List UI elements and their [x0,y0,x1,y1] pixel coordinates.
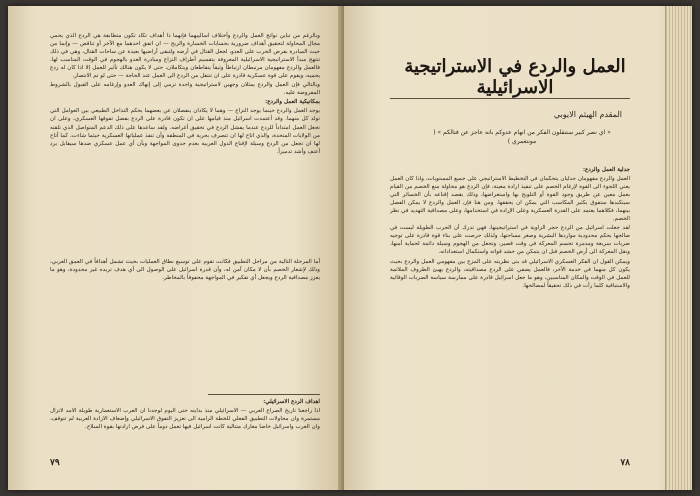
paragraph: وبالرغم من تباين نواتج العمل والردع وأختلاف اساليبهما فإنهما ذا أهداف تكاد تكون متطابقة هي الردع الذي يحمي مجال المحاولة لتحقيق أهداف ضرورية بحسابات الخسارة والربح — ان اتفق احدهما مع الآخر أو تناقض — وإنما من حيث المبادرة بفرض الحرب على العدو، لجعل القتال في أرضه ولتبقى أراضيها بعيدة عن ساحات القتال، وهي في ذلك تنتهج مبدأ الاستراتيجية الاسرائيلية المعروفة بتقسيم أطراف النزاع ومبادرة العدو بالهجوم في الوقت المناسب لها. فالعمل والردع مفهومان مرتبطان ارتباطاً وثيقاً يتقاطعان ويتكاملان، حتى لا يكون هنالك تأثير للعمل إلا اذا كان له ردع يحميه، ويقوم على قوة عسكرية قادرة على ان تنتقل من الردع الى العمل عند الحاجة — حتى لو تم الانتصار. [50,33,320,80]
paragraph: اذا راجعنا تاريخ الصراع العربي — الاسرائيلي منذ بدايته حتى اليوم لوجدنا ان العرب الاستعمارية طويلة الامد لاتزال مستمرة وان محاولات التطبيق الفعلي للخطة الرامية الى تعزيز التفوق الاسرائيلي وإضعاف الارادة العربية لم تتوقف، وان العرب واسرائيل خاضا معارك متتالية كانت اسرائيل فيها تعمل دوماً على فرض ارادتها بقوة السلاح. [50,408,320,431]
paragraph: ويمكن القول ان الفكر العسكري الاسرائيلي قد بنى نظريته على المزج بين مفهومي العمل والردع بحيث يكون كل منهما في خدمة الآخر، فالعمل يضفي على الردع مصداقيته، والردع يهيئ الظروف الملائمة للعمل في الوقت والمكان المناسبين، وهو ما جعل اسرائيل قادرة على ممارسة سياسة الضربات الوقائية والاستباقية كلما رأت في ذلك تحقيقاً لمصالحها. [390,258,630,289]
left-page [8,6,344,490]
paragraph: وبالتالي فإن العمل والردع يمثلان وجهين لاستراتيجية واحدة ترمي إلى إنهاك العدو وإرغامه على القبول بالشروط المفروضة عليه. [50,82,320,97]
epigraph-quote: « اي نصر كبير ستنقلون الفكر من انهام عدوكم بانه عاجز عن قتالكم » ( مونتغمري ) [433,129,611,145]
right-page [344,6,692,490]
article-author: المقدم الهيثم الايوبي [553,110,622,119]
left-section-3 [50,398,320,432]
paragraph: أما المرحلة التالية من مراحل التطبيق فكانت تقوم على توسيع نطاق العمليات بحيث تشمل أهدافاً في العمق العربي، وذلك لإشعار الخصم بأن لا مكان آمن له، وأن قدرة اسرائيل على الوصول الى أي هدف تريده غير محدودة، وهو ما يعزز مصداقية الردع ويجعل أي تفكير في المواجهة محفوفاً بالمخاطر. [50,259,320,282]
paragraph: العمل والردع مفهومان جدليان يتحكمان في التخطيط الاستراتيجي على جميع المستويات، واذا كان العمل يعني اللجوء الى القوة لإرغام الخصم على تنفيذ ارادة معينة، فإن الردع هو محاولة منع الخصم من القيام بعمل معين عن طريق وجود القوة أو التلويح بها واستعراضها، وذلك بقصد إقناعه بأن الخسائر التي سيتكبدها ستفوق بكثير المكاسب التي يمكن ان يحققها. ومن هنا فإن العمل والردع لا يمكن الفصل بينهما، فكلاهما يعتمد على القدرة العسكرية وعلى الإرادة في استخدامها، وعلى مصداقية التهديد في نظر الخصم. [390,176,630,223]
paragraph: يوجد العمل والردع حينما يوجد النزاع — وهما لا يكادان ينفصلان عن بعضهما بحكم التداخل الطبيعي بين العوامل التي تولد كل منهما. وقد أعتمدت اسرائيل منذ قيامها على ان تكون قادرة على الردع بفضل تفوقها العسكري، وعلى ان تجعل العمل امتداداً للردع عندما يفشل الردع في تحقيق أغراضه. ولقد ساعدها على ذلك الدعم المتواصل الذي تلقته من الولايات المتحدة، والذي اتاح لها ان تتصرف بحرية في المنطقة وأن تنفذ عملياتها العسكرية حيثما شاءت، كما أتاح لها ان تجعل من الردع وسيلة لإقناع الدول العربية بعدم جدوى المواجهة وبأن أي عمل عسكري ضدها سيقابل برد أعنف وأشد تدميراً. [50,108,320,155]
page-number-left: ٧٩ [50,458,60,468]
section-heading: بمكانيكية العمل والردع: [265,99,320,106]
book-spread [8,6,692,490]
paragraph: لقد جعلت اسرائيل من الردع حجر الزاوية في استراتيجيتها، فهي تدرك أن الحرب الطويلة ليست في صالحها بحكم محدودية مواردها البشرية وصغر مساحتها، ولذلك حرصت على بناء قوة قادرة على توجيه ضربات سريعة ومدمرة تحسم المعركة في وقت قصير، وتجعل من الهجوم وسيلة دائمة لحماية أمنها، ونقل المعركة الى أرض الخصم قبل ان يتمكن من حشد قواته واستكمال استعداداته. [390,225,630,256]
article-title: العمل والردع في الاستراتيجية الاسرائيلية [404,56,626,98]
page-number-right: ٧٨ [620,458,630,468]
left-section-1 [50,32,320,157]
section-heading: اهداف الردع الاسرائيلي: [263,399,320,405]
right-body [390,166,630,291]
page-edges [665,6,692,490]
title-divider [390,98,630,99]
left-section-2 [50,258,320,283]
section-divider [208,394,320,395]
section-heading: جدلية العمل والردع: [582,167,630,173]
